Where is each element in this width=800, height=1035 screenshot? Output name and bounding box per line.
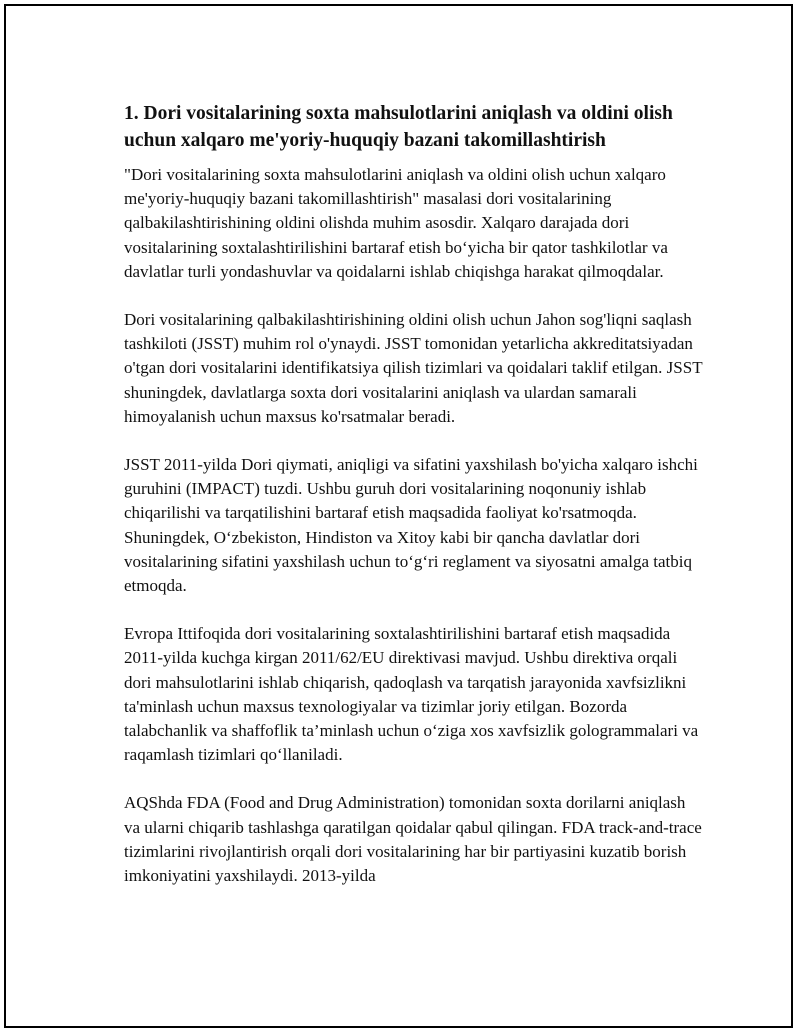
- paragraph-intro: "Dori vositalarining soxta mahsulotlarini aniqlash va oldini olish uchun xalqaro me'yoriy-huquqiy bazani takomillashtirish" masalasi dori vositalarining qalbakilashtirishining oldini olishda muhim asosdir. Xalqaro darajada dori vositalarining soxtalashtirilishini bartaraf etish bo‘yicha bir qator tashkilotlar va davlatlar turli yondashuvlar va qoidalarni ishlab chiqishga harakat qilmoqdalar.: [124, 165, 668, 281]
- page-frame: [4, 4, 793, 1028]
- paragraph-eu-directive: Evropa Ittifoqida dori vositalarining soxtalashtirilishini bartaraf etish maqsadida 2011-yilda kuchga kirgan 2011/62/EU direktivasi mavjud. Ushbu direktiva orqali dori mahsulotlarini ishlab chiqarish, qadoqlash va tarqatish jarayonida xavfsizlikni ta'minlash uchun maxsus texnologiyalar va tizimlar joriy etilgan. Bozorda talabchanlik va shaffoflik ta’minlash uchun o‘ziga xos xavfsizlik gologrammalari va raqamlash tizimlari qo‘llaniladi.: [124, 624, 699, 765]
- section-heading: 1. Dori vositalarining soxta mahsulotlarini aniqlash va oldini olish uchun xalqaro me'yoriy-huquqiy bazani takomillashtirish: [124, 103, 673, 151]
- paragraph-fda: AQShda FDA (Food and Drug Administration) tomonidan soxta dorilarni aniqlash va ularni chiqarib tashlashga qaratilgan qoidalar qabul qilingan. FDA track-and-trace tizimlarini rivojlantirish orqali dori vositalarining har bir partiyasini kuzatib borish imkoniyatini yaxshilaydi. 2013-yilda: [124, 793, 702, 886]
- document-body: [124, 100, 704, 912]
- paragraph-jsst-role: Dori vositalarining qalbakilashtirishining oldini olish uchun Jahon sog'liqni saqlash tashkiloti (JSST) muhim rol o'ynaydi. JSST tomonidan yetarlicha akkreditatsiyadan o'tgan dori vositalarini identifikatsiya qilish tizimlari va qoidalari taklif etilgan. JSST shuningdek, davlatlarga soxta dori vositalarini aniqlash va ulardan samarali himoyalanish uchun maxsus ko'rsatmalar beradi.: [124, 310, 703, 426]
- paragraph-impact: JSST 2011-yilda Dori qiymati, aniqligi va sifatini yaxshilash bo'yicha xalqaro ishchi guruhini (IMPACT) tuzdi. Ushbu guruh dori vositalarining noqonuniy ishlab chiqarilishi va tarqatilishini bartaraf etish maqsadida faoliyat ko'rsatmoqda. Shuningdek, O‘zbekiston, Hindiston va Xitoy kabi bir qancha davlatlar dori vositalarining sifatini yaxshilash uchun to‘g‘ri reglament va siyosatni amalga tatbiq etmoqda.: [124, 455, 698, 596]
